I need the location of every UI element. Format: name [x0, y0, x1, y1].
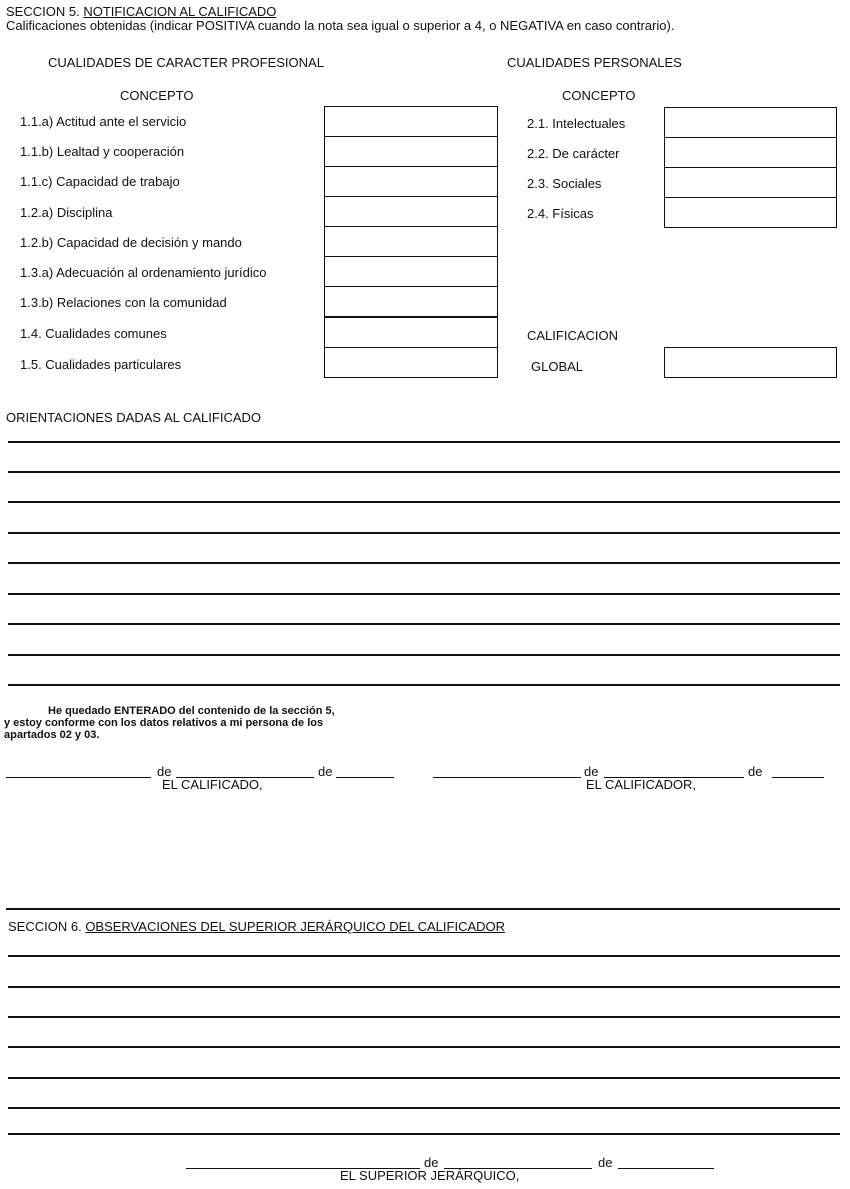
orientaciones-line[interactable]	[8, 441, 840, 443]
score-box-global[interactable]	[664, 347, 837, 378]
score-box-2-4[interactable]	[664, 197, 837, 228]
professional-item: 1.3.b) Relaciones con la comunidad	[20, 295, 227, 310]
orientaciones-line[interactable]	[8, 501, 840, 503]
personal-concept-label: CONCEPTO	[562, 88, 636, 103]
personal-item: 2.4. Físicas	[527, 206, 594, 221]
score-box-1-5[interactable]	[324, 347, 498, 378]
de-word: de	[157, 764, 172, 779]
calificado-signature-label: EL CALIFICADO,	[162, 777, 263, 792]
score-box-1-1-b[interactable]	[324, 136, 498, 167]
professional-item: 1.1.a) Actitud ante el servicio	[20, 114, 187, 129]
orientaciones-line[interactable]	[8, 593, 840, 595]
personal-heading: CUALIDADES PERSONALES	[507, 55, 682, 70]
observaciones-line[interactable]	[8, 1077, 840, 1079]
section5-heading	[6, 4, 276, 19]
professional-item: 1.4. Cualidades comunes	[20, 326, 167, 341]
section6-prefix: SECCION 6.	[8, 919, 82, 934]
section-divider	[6, 908, 840, 910]
professional-heading: CUALIDADES DE CARACTER PROFESIONAL	[48, 55, 324, 70]
observaciones-line[interactable]	[8, 986, 840, 988]
section5-instructions: Calificaciones obtenidas (indicar POSITIVA cuando la nota sea igual o superior a 4, o NEGATIVA en caso contrario).	[6, 18, 675, 33]
score-box-1-1-c[interactable]	[324, 166, 498, 197]
section5-prefix: SECCION 5.	[6, 4, 80, 19]
calificador-month-blank[interactable]	[772, 777, 824, 778]
de-word: de	[748, 764, 763, 779]
professional-item: 1.5. Cualidades particulares	[20, 357, 182, 372]
superior-month-blank[interactable]	[618, 1168, 714, 1169]
professional-item: 1.1.c) Capacidad de trabajo	[20, 174, 180, 189]
score-box-1-4[interactable]	[324, 317, 498, 348]
section6-title: OBSERVACIONES DEL SUPERIOR JERÁRQUICO DEL CALIFICADOR	[85, 919, 506, 934]
acknowledgement-line2: y estoy conforme con los datos relativos a mi persona de los	[4, 717, 324, 729]
orientaciones-line[interactable]	[8, 562, 840, 564]
professional-item: 1.3.a) Adecuación al ordenamiento jurídico	[20, 265, 267, 280]
personal-item: 2.2. De carácter	[527, 146, 620, 161]
de-word: de	[598, 1155, 613, 1170]
professional-item: 1.2.a) Disciplina	[20, 205, 113, 220]
acknowledgement-line1: He quedado ENTERADO del contenido de la sección 5,	[48, 705, 335, 717]
global-label-line2: GLOBAL	[531, 359, 584, 374]
personal-item: 2.3. Sociales	[527, 176, 602, 191]
acknowledgement-line3: apartados 02 y 03.	[4, 729, 100, 741]
calificador-signature-label: EL CALIFICADOR,	[586, 777, 697, 792]
superior-signature-label: EL SUPERIOR JERÁRQUICO,	[340, 1168, 520, 1183]
observaciones-line[interactable]	[8, 1046, 840, 1048]
global-label-line1: CALIFICACION	[527, 328, 619, 343]
orientaciones-line[interactable]	[8, 684, 840, 686]
observaciones-line[interactable]	[8, 955, 840, 957]
professional-item: 1.1.b) Lealtad y cooperación	[20, 144, 185, 159]
score-box-1-3-a[interactable]	[324, 256, 498, 287]
professional-item: 1.2.b) Capacidad de decisión y mando	[20, 235, 242, 250]
orientaciones-line[interactable]	[8, 623, 840, 625]
score-box-2-3[interactable]	[664, 167, 837, 198]
score-box-2-2[interactable]	[664, 137, 837, 168]
orientaciones-heading: ORIENTACIONES DADAS AL CALIFICADO	[6, 410, 261, 425]
professional-concept-label: CONCEPTO	[120, 88, 194, 103]
calificado-month-blank[interactable]	[336, 777, 394, 778]
calificado-place-blank[interactable]	[6, 777, 151, 778]
calificador-place-blank[interactable]	[433, 777, 581, 778]
orientaciones-line[interactable]	[8, 471, 840, 473]
orientaciones-line[interactable]	[8, 654, 840, 656]
score-box-2-1[interactable]	[664, 107, 837, 138]
section6-heading	[8, 919, 505, 934]
score-box-1-1-a[interactable]	[324, 106, 498, 137]
de-word: de	[424, 1155, 439, 1170]
section5-title: NOTIFICACION AL CALIFICADO	[83, 4, 277, 19]
personal-item: 2.1. Intelectuales	[527, 116, 626, 131]
de-word: de	[584, 764, 599, 779]
observaciones-line[interactable]	[8, 1016, 840, 1018]
observaciones-line[interactable]	[8, 1107, 840, 1109]
score-box-1-2-a[interactable]	[324, 196, 498, 227]
observaciones-line[interactable]	[8, 1133, 840, 1135]
de-word: de	[318, 764, 333, 779]
score-box-1-2-b[interactable]	[324, 226, 498, 257]
orientaciones-line[interactable]	[8, 532, 840, 534]
score-box-1-3-b[interactable]	[324, 286, 498, 317]
